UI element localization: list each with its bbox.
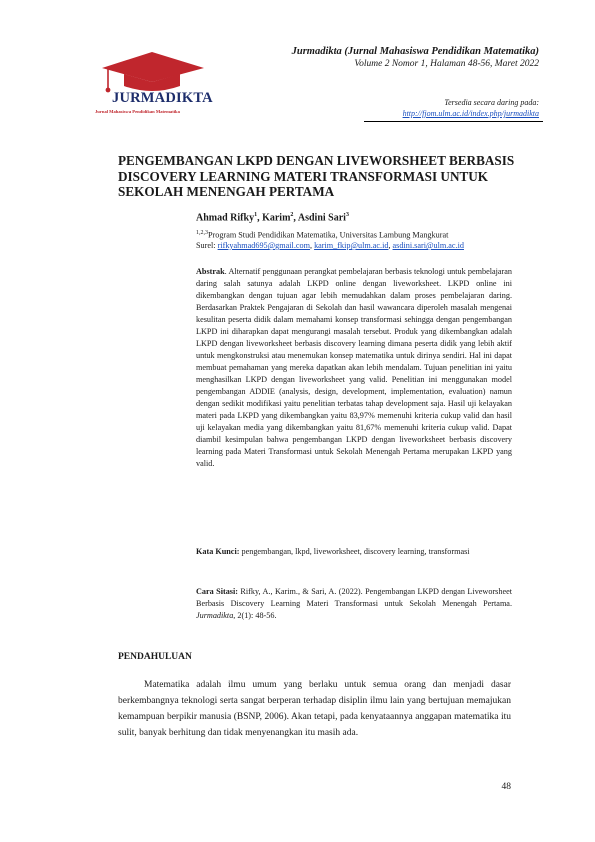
- keywords-label: Kata Kunci:: [196, 547, 240, 556]
- author-name: Ahmad Rifky: [196, 212, 255, 224]
- author-separator: ,: [257, 212, 263, 224]
- affiliation-sup: 1,2,3: [196, 230, 208, 236]
- author-name: Asdini Sari: [297, 212, 346, 224]
- body-paragraph: Matematika adalah ilmu umum yang berlaku untuk semua orang dan menjadi dasar berkembangnya teknologi serta sangat berperan terhadap disiplin ilmu lain yang bertujuan memajukan kemampuan berpikir manusia (BSNP, 2006). Akan tetapi, pada kenyataannya anggapan matematika itu sulit, banyak berhitung dan tidak menyenangkan itu masih ada.: [118, 680, 511, 738]
- author-list: [196, 212, 349, 223]
- email-link[interactable]: karim_fkip@ulm.ac.id: [314, 241, 389, 250]
- email-line: Surel: rifkyahmad695@gmail.com, karim_fkip@ulm.ac.id, asdini.sari@ulm.ac.id: [196, 241, 464, 250]
- journal-url-link[interactable]: http://fjom.ulm.ac.id/index.php/jurmadikta: [402, 109, 539, 118]
- author-sup: 2: [290, 212, 294, 218]
- citation: [196, 586, 512, 622]
- citation-end: , 2(1): 48-56.: [233, 611, 277, 620]
- journal-title: Jurmadikta (Jurnal Mahasiswa Pendidikan Matematika): [291, 46, 539, 57]
- affiliation-text: Program Studi Pendidikan Matematika, Universitas Lambung Mangkurat: [208, 230, 449, 240]
- author-sup: 3: [345, 212, 349, 218]
- volume-info: Volume 2 Nomor 1, Halaman 48-56, Maret 2022: [354, 59, 539, 69]
- section-title: PENDAHULUAN: [118, 652, 192, 662]
- citation-journal: Jurmadikta: [196, 611, 234, 620]
- author-sup: 1: [254, 212, 258, 218]
- article-title: PENGEMBANGAN LKPD DENGAN LIVEWORSHEET BERBASIS DISCOVERY LEARNING MATERI TRANSFORMASI UNTUK SEKOLAH MENENGAH PERTAMA: [118, 153, 515, 199]
- citation-label: Cara Sitasi:: [196, 587, 238, 596]
- abstract-label: Abstrak: [196, 267, 225, 276]
- citation-text: Rifky, A., Karim., & Sari, A. (2022). Pengembangan LKPD dengan Liveworsheet Berbasis Discovery Learning Materi Transformasi untuk Sekolah Menengah Pertama.: [196, 587, 512, 608]
- page-number: 48: [501, 782, 511, 792]
- author-separator: ,: [293, 212, 298, 224]
- header-divider: [364, 121, 543, 122]
- availability-info: [403, 97, 539, 119]
- abstract: [196, 266, 512, 470]
- author-name: Karim: [262, 212, 291, 224]
- journal-logo: [92, 48, 232, 118]
- logo-tagline: Jurnal Mahasiswa Pendidikan Matematika: [95, 109, 180, 114]
- email-label: Surel:: [196, 241, 218, 250]
- logo-wordmark: JURMADIKTA: [112, 90, 213, 106]
- email-link[interactable]: asdini.sari@ulm.ac.id: [392, 241, 464, 250]
- keywords: [196, 546, 512, 558]
- keywords-text: pengembangan, lkpd, liveworksheet, discovery learning, transformasi: [239, 547, 470, 556]
- email-link[interactable]: rifkyahmad695@gmail.com: [217, 241, 310, 250]
- abstract-text: . Alternatif penggunaan perangkat pembelajaran berbasis teknologi untuk pembelajaran daring salah satunya adalah LKPD online dengan liveworksheet. LKPD online ini dikembangkan dengan tujuan agar lebih memudahkan dalam proses pembelajaran daring. Berdasarkan Praktek Pengajaran di Sekolah dan hasil wawancara diperoleh masalah mengenai kesulitan peserta didik dalam memahami konsep transformasi sehingga dengan pengembangan LKPD ini diharapkan dapat mengurangi masalah tersebut. Produk yang dikembangkan adalah LKPD dengan liveworksheet berbasis discovery learning dimana peserta didik yang lebih aktif untuk mengkonstruksi atau menemukan konsep matematika untuk dirinya sendiri. Hal ini dapat membuat pemahaman yang mereka dapatkan akan lebih mendalam. Tujuan penelitian ini yaitu menghasilkan LKPD dengan liveworksheet yang valid. Penelitian ini menggunakan model pengembangan ADDIE (analysis, design, development, implementation, evaluation) namun dengan sedikit modifikasi yaitu penelitian terbatas tahap development saja. Hasil uji kelayakan materi pada LKPD yang dikembangkan yaitu 83,97% memenuhi kriteria cukup valid dan hasil uji kelayakan media yang dikembangkan yaitu 81,67% memenuhi kriteria cukup valid. Dapat diambil kesimpulan bahwa pengembangan LKPD dengan liveworksheet berbasis discovery learning pada Materi Transformasi untuk Sekolah Menengah Pertama merupakan LKPD yang valid.: [196, 267, 512, 468]
- available-label: Tersedia secara daring pada:: [444, 98, 539, 107]
- journal-info: [292, 46, 539, 70]
